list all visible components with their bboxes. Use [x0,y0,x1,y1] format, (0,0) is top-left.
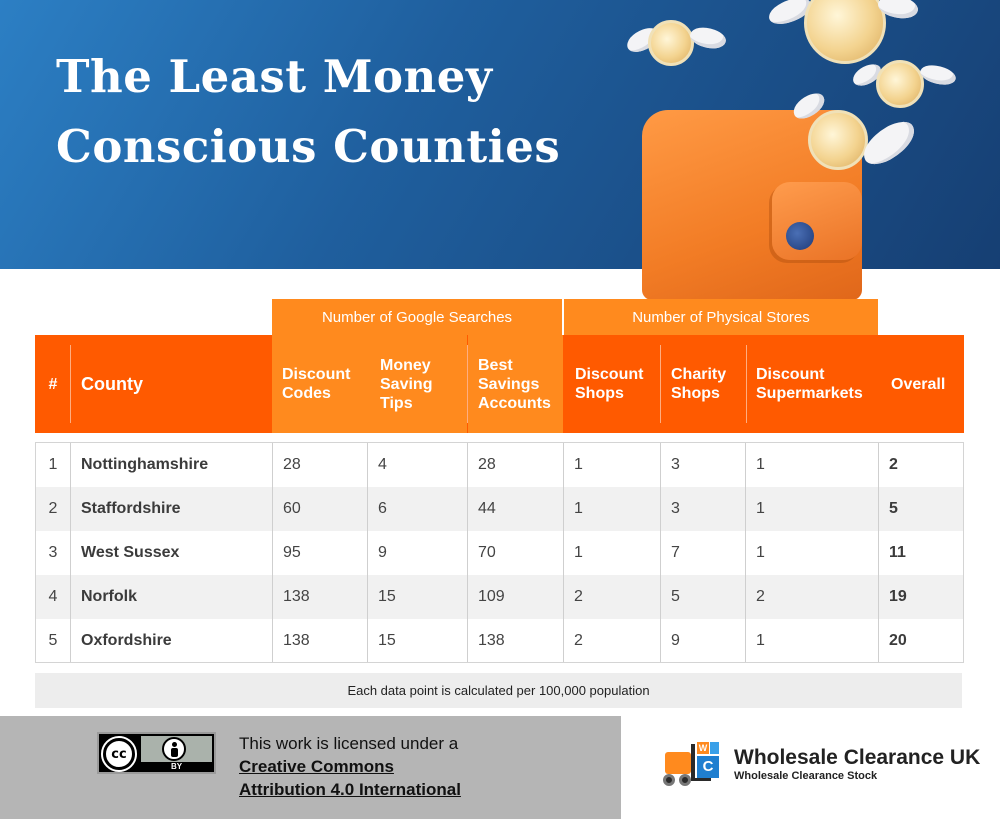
table-row [36,443,963,487]
group-header-google-searches: Number of Google Searches [272,299,562,335]
cell-best-savings-accounts: 109 [478,588,505,605]
column-header-rank: # [48,375,58,393]
person-head [172,742,177,747]
cell-discount-shops: 2 [574,632,583,649]
flying-coin-icon [808,110,868,170]
attribution-person-icon [162,737,186,761]
flying-coin-icon [876,60,924,108]
forklift-mast [691,744,695,780]
cell-discount-supermarkets: 1 [756,500,765,517]
cell-best-savings-accounts: 138 [478,632,505,649]
column-header-county: County [81,373,143,394]
cell-best-savings-accounts: 70 [478,544,496,561]
cell-rank: 2 [48,500,58,517]
cell-rank: 1 [48,456,58,473]
page-title [56,42,616,182]
cell-discount-shops: 2 [574,588,583,605]
title-line-2: Conscious Counties [56,120,561,173]
cell-county: Nottinghamshire [81,456,209,473]
cell-best-savings-accounts: 28 [478,456,496,473]
cell-county: Oxfordshire [81,632,172,649]
flying-coin-icon [648,20,694,66]
forklift-fork [691,778,711,781]
flying-coin-icon [804,0,886,64]
cell-rank: 3 [48,544,58,561]
cell-overall: 20 [889,632,907,649]
cell-discount-shops: 1 [574,500,583,517]
cell-money-saving-tips: 9 [378,544,387,561]
cell-discount-codes: 95 [283,544,301,561]
license-intro: This work is licensed under a [239,734,459,753]
cell-discount-supermarkets: 2 [756,588,765,605]
license-link-line-1[interactable]: Creative Commons [239,757,394,776]
column-header-money-saving-tips: Money Saving Tips [370,335,467,433]
column-divider [660,443,661,662]
flying-coins-wallet-illustration [620,0,1000,300]
logo-box-c: C [697,756,719,778]
title-line-1: The Least Money [56,50,493,103]
column-header-best-savings-accounts: Best Savings Accounts [468,335,563,433]
cell-overall: 11 [889,544,906,561]
by-label: BY [170,762,183,771]
cc-by-badge[interactable] [97,732,216,774]
cell-best-savings-accounts: 44 [478,500,496,517]
cell-discount-shops: 1 [574,456,583,473]
column-header-charity-shops: Charity Shops [671,366,727,402]
table-row [36,619,963,663]
cell-discount-supermarkets: 1 [756,544,765,561]
brand-name: Wholesale Clearance UK [734,746,981,769]
cell-county: Staffordshire [81,500,181,517]
cell-money-saving-tips: 15 [378,588,396,605]
column-header-discount-shops: Discount Shops [575,366,644,402]
cell-county: West Sussex [81,544,180,561]
cell-overall: 2 [889,456,898,473]
forklift-logo-icon [661,738,719,786]
cell-discount-codes: 60 [283,500,301,517]
column-divider [745,443,746,662]
forklift-wheel [679,774,691,786]
cell-charity-shops: 7 [671,544,680,561]
license-text-block [239,732,609,801]
wallet-button-icon [786,222,814,250]
cell-discount-codes: 28 [283,456,301,473]
cell-money-saving-tips: 4 [378,456,387,473]
cell-charity-shops: 9 [671,632,680,649]
group-header-physical-stores: Number of Physical Stores [564,299,878,335]
cell-discount-supermarkets: 1 [756,456,765,473]
cell-overall: 5 [889,500,898,517]
cell-money-saving-tips: 6 [378,500,387,517]
cell-rank: 4 [48,588,58,605]
logo-box-w: W [698,743,708,753]
cell-county: Norfolk [81,588,137,605]
column-divider [878,443,879,662]
cell-discount-codes: 138 [283,588,310,605]
cell-charity-shops: 3 [671,500,680,517]
license-link-line-2[interactable]: Attribution 4.0 International [239,780,461,799]
column-divider [467,443,468,662]
footnote: Each data point is calculated per 100,000 population [35,673,962,708]
cell-charity-shops: 3 [671,456,680,473]
creative-commons-icon: cc [103,738,135,770]
table-row [36,531,963,575]
cell-rank: 5 [48,632,58,649]
column-header-overall: Overall [891,375,946,393]
rankings-table [35,442,964,663]
cell-discount-shops: 1 [574,544,583,561]
column-header-discount-codes: Discount Codes [272,335,370,433]
cell-discount-supermarkets: 1 [756,632,765,649]
column-divider [563,443,564,662]
forklift-body [665,752,691,774]
column-divider [367,443,368,662]
coin-wing [688,22,729,53]
cell-overall: 19 [889,588,907,605]
person-body [171,748,178,757]
logo-box-small [710,742,719,754]
wallet-clasp [772,182,862,260]
column-divider [70,443,71,662]
table-row [36,575,963,619]
column-header-discount-supermarkets: Discount Supermarkets [756,366,863,402]
cell-charity-shops: 5 [671,588,680,605]
brand-tagline: Wholesale Clearance Stock [734,770,878,782]
cell-money-saving-tips: 15 [378,632,396,649]
coin-wing [918,60,958,89]
table-row [36,487,963,531]
cell-discount-codes: 138 [283,632,310,649]
column-divider [272,443,273,662]
forklift-wheel [663,774,675,786]
